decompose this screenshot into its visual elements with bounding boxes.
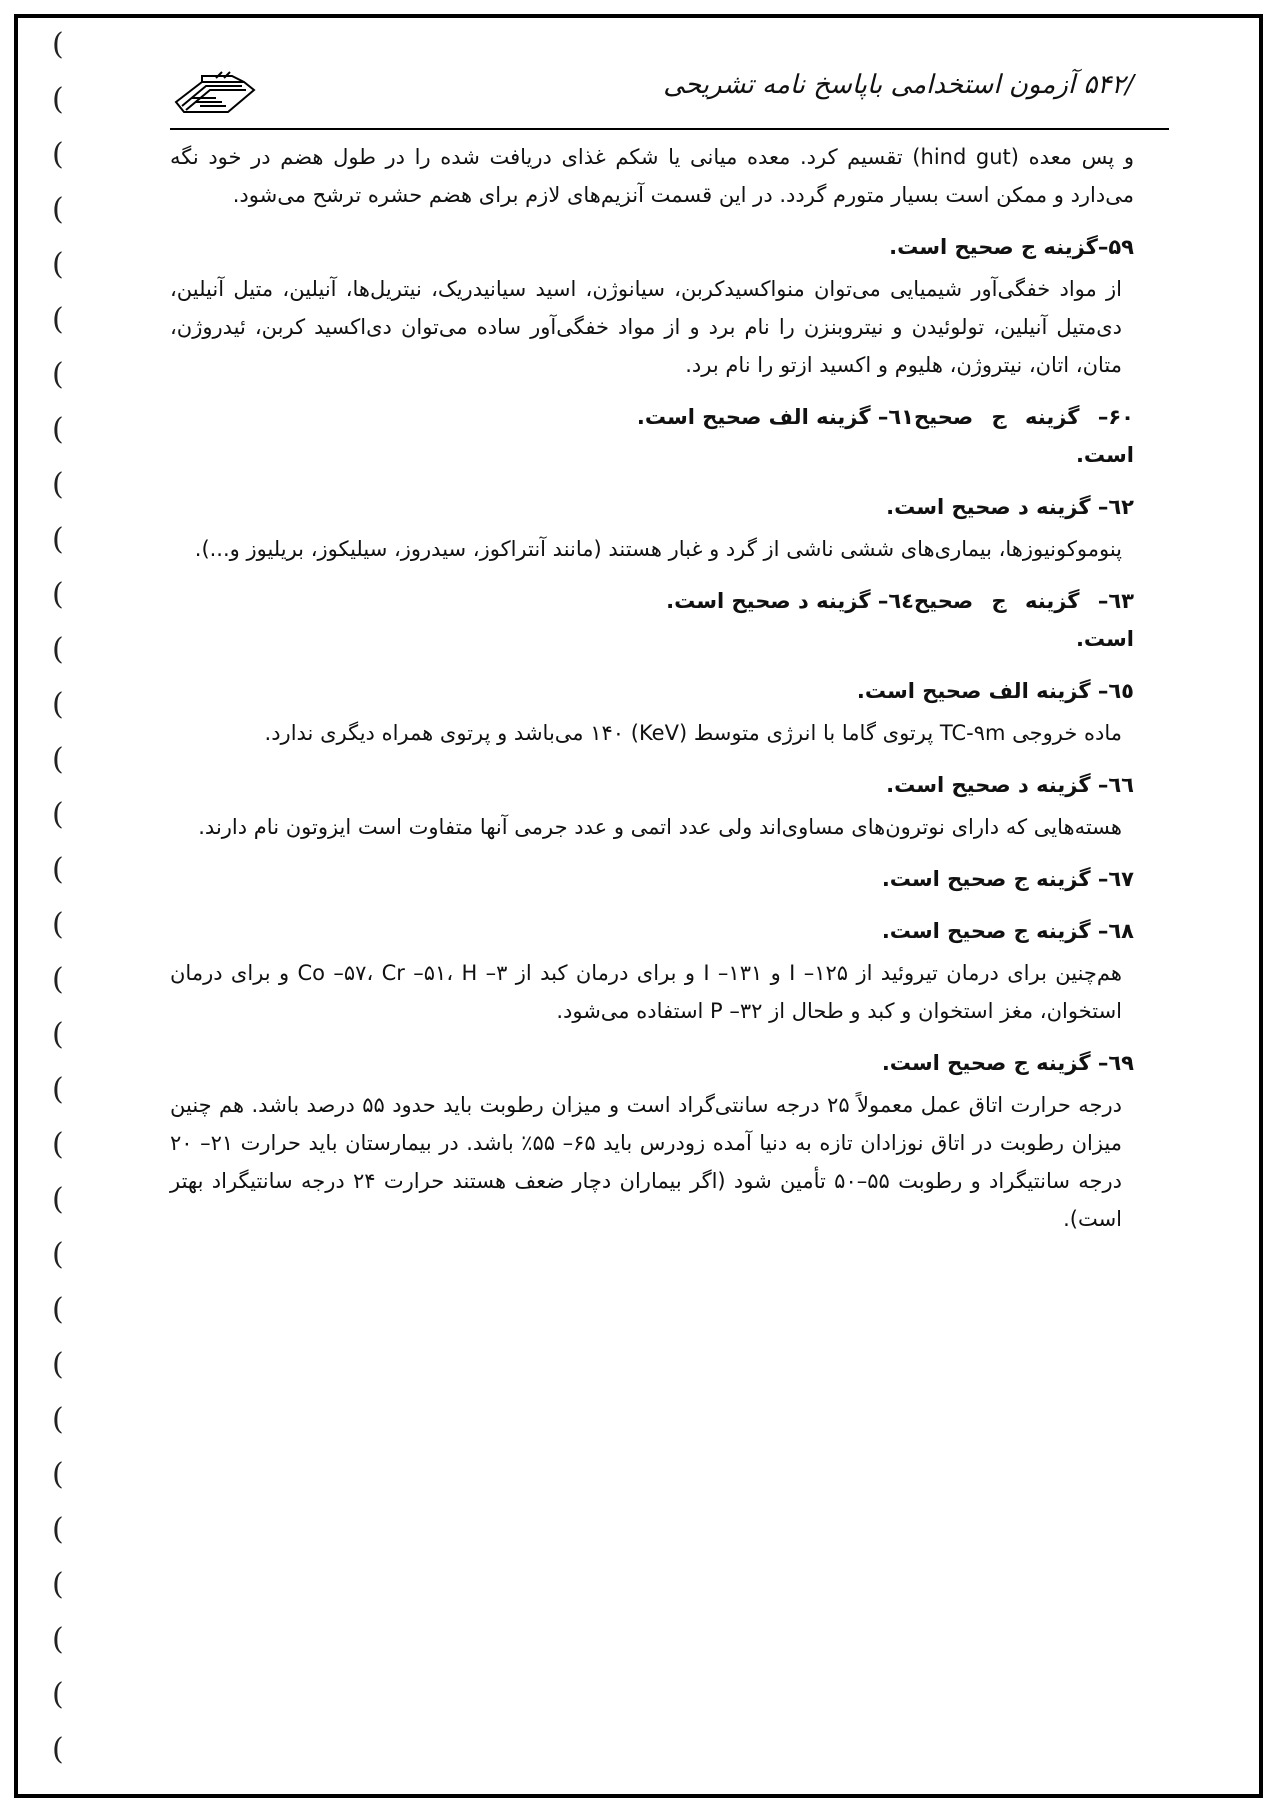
binding-mark: ( [52,632,64,667]
binding-mark: ( [52,852,64,887]
binding-mark: ( [52,27,64,62]
intro-paragraph: و پس معده (hind gut) تقسیم کرد. معده میانی یا شکم غذای دریافت شده را در طول هضم در خود نگه می‌دارد و ممکن است بسیار متورم گردد. در این قسمت آنزیم‌های لازم برای هضم حشره ترشح می‌شود. [170,145,1134,207]
answer-68-text: هم‌چنین برای درمان تیروئید از I –۱۲۵ و I –۱۳۱ و برای درمان کبد از Co –۵۷، Cr –۵۱، H –۳ و برای درمان استخوان، مغز استخوان و کبد و طحال از P –۳۲ استفاده می‌شود. [170,961,1122,1023]
binding-mark: ( [52,1677,64,1712]
answer-66-text: هسته‌هایی که دارای نوترون‌های مساوی‌اند ولی عدد اتمی و عدد جرمی آنها متفاوت است ایزوتون نام دارند. [198,815,1122,839]
binding-mark: ( [52,412,64,447]
binding-mark: ( [52,1567,64,1602]
answer-65-title: ٦٥– گزینه الف صحیح است. [856,679,1134,703]
answer-62-title: ٦٢– گزینه د صحیح است. [886,495,1134,519]
binding-mark: ( [52,1457,64,1492]
binding-mark: ( [52,192,64,227]
binding-mark: ( [52,1237,64,1272]
binding-mark: ( [52,797,64,832]
binding-mark: ( [52,577,64,612]
answer-59-text: از مواد خفگی‌آور شیمیایی می‌توان منواکسیدکربن، سیانوژن، اسید سیانیدریک، نیتریل‌ها، آنیلین، متیل آنیلین، دی‌متیل آنیلین، تولوئیدن و نیتروبنزن را نام برد و از مواد خفگی‌آور ساده می‌توان دی‌اکسید کربن، ئیدروژن، متان، اتان، نیتروژن، هلیوم و اکسید ازتو را نام برد. [170,277,1122,377]
answer-67-title: ٦٧– گزینه ج صحیح است. [881,867,1134,891]
answer-59-title: ۵۹–گزینه ج صحیح است. [889,235,1134,259]
binding-mark: ( [52,907,64,942]
binding-mark: ( [52,1512,64,1547]
answer-68-title: ٦٨– گزینه ج صحیح است. [881,919,1134,943]
answer-69-title: ٦٩– گزینه ج صحیح است. [881,1051,1134,1075]
answer-63-title: ٦٣– گزینه ج صحیح است. [914,589,1134,651]
binding-mark: ( [52,137,64,172]
answer-62-text: پنوموکونیوزها، بیماری‌های ششی ناشی از گرد و غبار هستند (مانند آنتراکوز، سیدروز، سیلیکوز، بریلیوز و...). [194,537,1122,561]
binding-mark: ( [52,1732,64,1767]
answer-64-title: ٦٤– گزینه د صحیح است. [666,589,914,613]
binding-mark: ( [52,247,64,282]
binding-mark: ( [52,1402,64,1437]
running-header-title: /۵۴۲ آزمون استخدامی باپاسخ نامه تشریحی [663,70,1134,100]
binding-mark: ( [52,1622,64,1657]
answer-65-text: ماده خروجی TC-۹m پرتوی گاما با انرژی متوسط (KeV) ۱۴۰ می‌باشد و پرتوی همراه دیگری ندارد. [264,721,1122,745]
binding-mark: ( [52,1072,64,1107]
binding-mark: ( [52,467,64,502]
header-rule [170,128,1169,130]
binding-marks [52,27,74,1800]
page-content [170,138,1134,1238]
answer-60-title: ۶۰– گزینه ج صحیح است. [914,405,1134,467]
binding-mark: ( [52,302,64,337]
binding-mark: ( [52,742,64,777]
answer-69-text: درجه حرارت اتاق عمل معمولاً ۲۵ درجه سانتی‌گراد است و میزان رطوبت باید حدود ۵۵ درصد باشد. هم چنین میزان رطوبت در اتاق نوزادان تازه به دنیا آمده زودرس باید ۶۵– ۵۵٪ باشد. در بیمارستان باید حرارت ۲۱– ۲۰ درجه سانتیگراد و رطوبت ۵۵–۵۰ تأمین شود (اگر بیماران دچار ضعف هستند حرارت ۲۴ درجه سانتیگراد بهتر است). [170,1093,1122,1231]
binding-mark: ( [52,1347,64,1382]
binding-mark: ( [52,962,64,997]
binding-mark: ( [52,687,64,722]
binding-mark: ( [52,522,64,557]
binding-mark: ( [52,1127,64,1162]
binding-mark: ( [52,1182,64,1217]
binding-mark: ( [52,1017,64,1052]
answers-63-64 [170,582,1134,658]
binding-mark: ( [52,357,64,392]
binding-mark: ( [52,1292,64,1327]
answer-66-title: ٦٦– گزینه د صحیح است. [886,773,1134,797]
answer-61-title: ٦١– گزینه الف صحیح است. [636,405,914,429]
books-logo-icon [172,68,258,118]
binding-mark: ( [52,82,64,117]
answers-60-61 [170,398,1134,474]
